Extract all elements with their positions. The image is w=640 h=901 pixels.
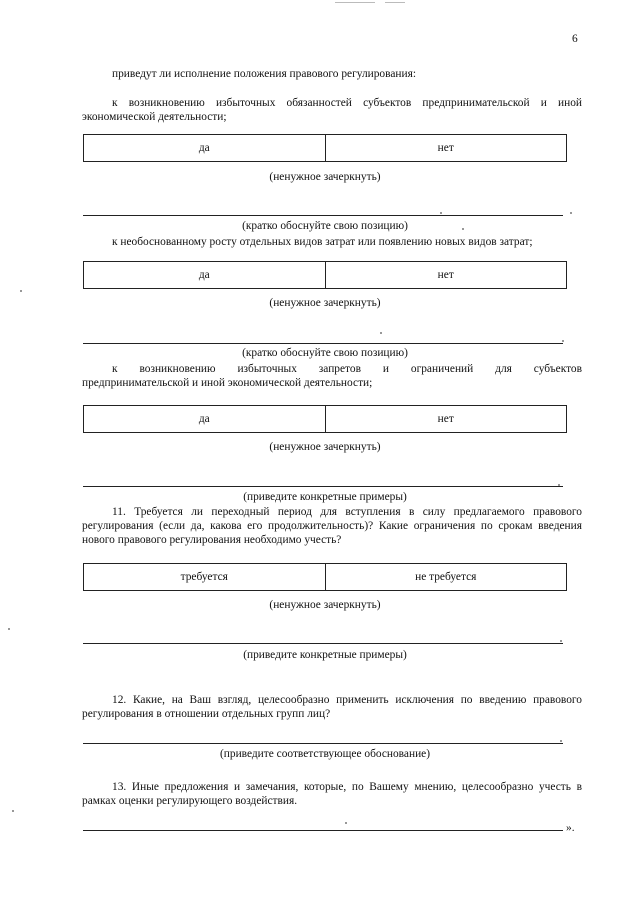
choice-no-q1[interactable]: нет bbox=[325, 135, 567, 161]
scan-speck bbox=[8, 628, 10, 630]
choice-yes-q2[interactable]: да bbox=[198, 269, 210, 281]
choice-box-q3 bbox=[83, 405, 567, 433]
choice-no-q3[interactable]: нет bbox=[325, 406, 567, 432]
scan-speck bbox=[20, 290, 22, 292]
answer-caption-q1: (кратко обоснуйте свою позицию) bbox=[242, 220, 408, 232]
strike-hint-q1: (ненужное зачеркнуть) bbox=[269, 171, 381, 183]
question-3-text-line2: предпринимательской и иной экономической деятельности; bbox=[82, 377, 373, 389]
scan-speck bbox=[560, 640, 562, 642]
scan-speck bbox=[345, 822, 347, 824]
question-2-text: к необоснованному росту отдельных видов затрат или появлению новых видов затрат; bbox=[112, 236, 533, 248]
page-number: 6 bbox=[572, 33, 578, 45]
answer-caption-q12: (приведите соответствующее обоснование) bbox=[219, 748, 431, 760]
answer-line-q2[interactable] bbox=[83, 343, 563, 344]
scan-speck bbox=[562, 340, 564, 342]
strike-hint-q2: (ненужное зачеркнуть) bbox=[269, 297, 381, 309]
question-3-text-line1: к возникновению избыточных запретов и ограничений для субъектов bbox=[112, 363, 582, 375]
closing-quote: ». bbox=[566, 822, 575, 834]
choice-not-required-q11[interactable]: не требуется bbox=[325, 564, 567, 590]
answer-caption-q3: (приведите конкретные примеры) bbox=[243, 491, 407, 503]
scan-speck bbox=[380, 332, 382, 334]
scan-speck bbox=[462, 228, 464, 230]
question-11-text: 11. Требуется ли переходный период для вступления в силу предлагаемого правового регулирования (если да, какова его продолжительность)? Какие ограничения по срокам введения нового правового регулирования необходимо учесть? bbox=[82, 506, 582, 546]
answer-line-q13[interactable] bbox=[83, 830, 563, 831]
question-12-text: 12. Какие, на Ваш взгляд, целесообразно применить исключения по введению правового регулирования в отношении отдельных групп лиц? bbox=[82, 694, 582, 720]
strike-hint-q3: (ненужное зачеркнуть) bbox=[269, 441, 381, 453]
scan-mark-line bbox=[385, 2, 405, 3]
choice-box-q11 bbox=[83, 563, 567, 591]
answer-caption-q2: (кратко обоснуйте свою позицию) bbox=[242, 347, 408, 359]
answer-caption-q11: (приведите конкретные примеры) bbox=[243, 649, 407, 661]
question-1-text: к возникновению избыточных обязанностей субъектов предпринимательской и иной экономической деятельности; bbox=[82, 97, 582, 123]
answer-line-q1[interactable] bbox=[83, 215, 563, 216]
scan-speck bbox=[560, 740, 562, 742]
answer-line-q3[interactable] bbox=[83, 486, 563, 487]
scan-mark-line bbox=[335, 2, 375, 3]
choice-no-q2[interactable]: нет bbox=[325, 262, 567, 288]
scan-speck bbox=[570, 212, 572, 214]
strike-hint-q11: (ненужное зачеркнуть) bbox=[269, 599, 381, 611]
question-13-text: 13. Иные предложения и замечания, которые, по Вашему мнению, целесообразно учесть в рамках оценки регулирующего воздействия. bbox=[82, 781, 582, 807]
answer-line-q11[interactable] bbox=[83, 643, 563, 644]
choice-box-q2 bbox=[83, 261, 567, 289]
scan-speck bbox=[440, 212, 442, 214]
choice-required-q11[interactable]: требуется bbox=[180, 571, 228, 583]
intro-text: приведут ли исполнение положения правового регулирования: bbox=[112, 68, 416, 80]
choice-box-q1 bbox=[83, 134, 567, 162]
choice-yes-q1[interactable]: да bbox=[198, 142, 210, 154]
scan-speck bbox=[558, 484, 560, 486]
choice-yes-q3[interactable]: да bbox=[198, 413, 210, 425]
scan-speck bbox=[12, 810, 14, 812]
answer-line-q12[interactable] bbox=[83, 743, 563, 744]
